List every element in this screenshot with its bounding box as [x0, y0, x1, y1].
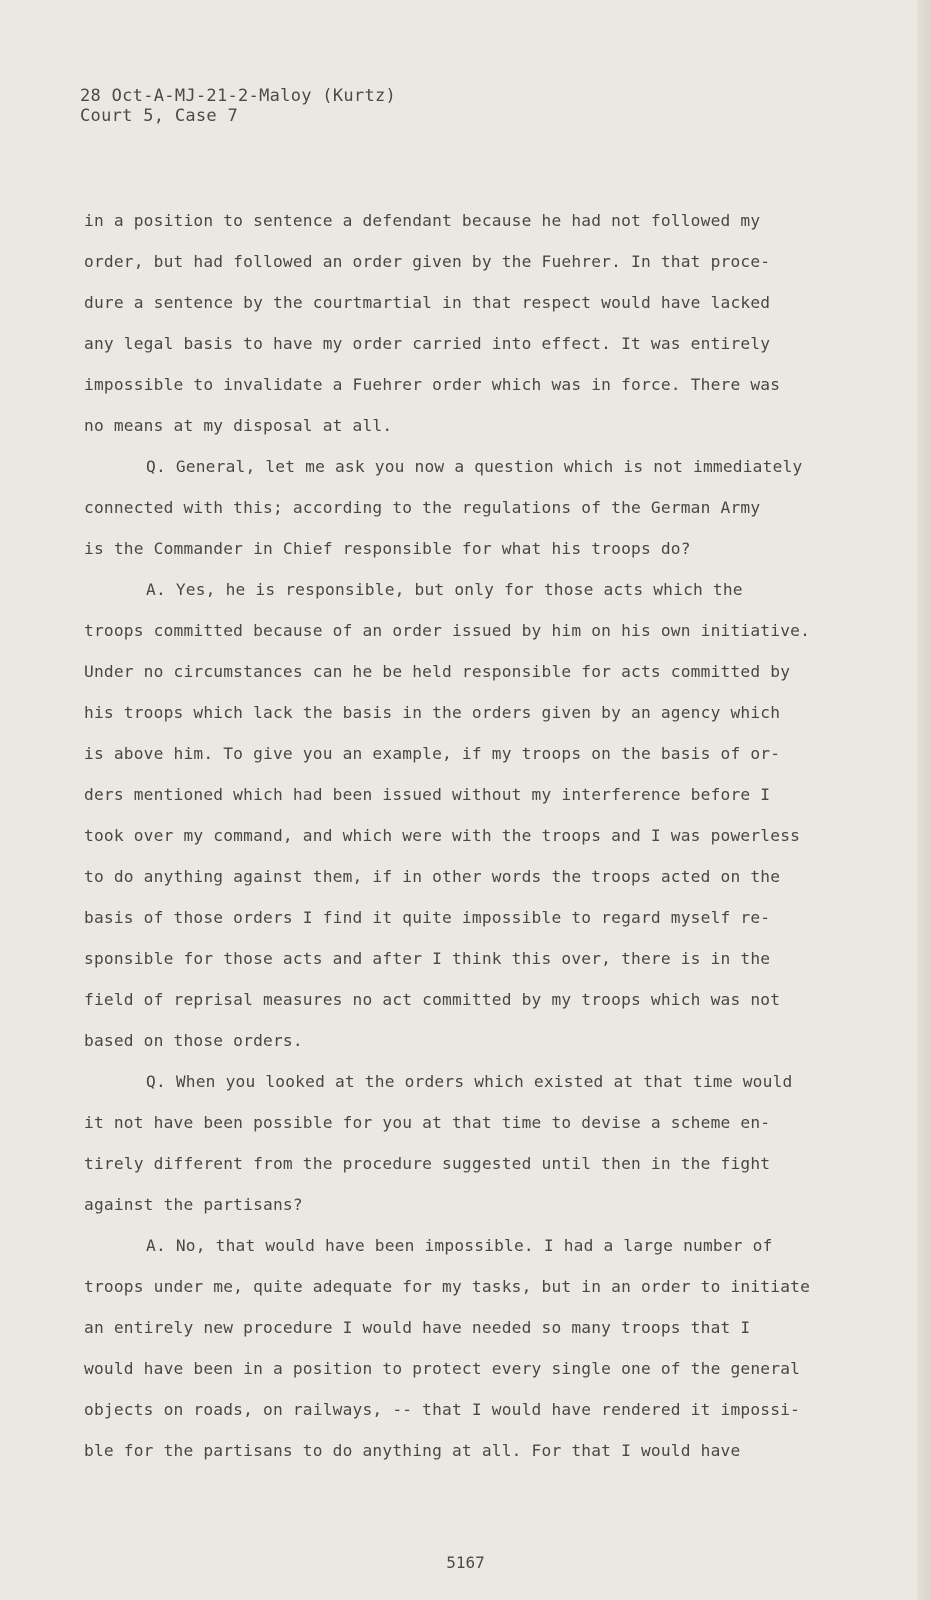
text-line: is above him. To give you an example, if my troops on the basis of or- — [84, 744, 781, 763]
header-line-court: Court 5, Case 7 — [80, 106, 239, 126]
text-line: connected with this; according to the regulations of the German Army — [84, 498, 761, 517]
text-line: dure a sentence by the courtmartial in that respect would have lacked — [84, 293, 771, 312]
question-line: Q. General, let me ask you now a question which is not immediately — [146, 457, 803, 476]
text-line: tirely different from the procedure suggested until then in the fight — [84, 1154, 771, 1173]
transcript-body — [84, 200, 854, 1471]
text-line: any legal basis to have my order carried into effect. It was entirely — [84, 334, 771, 353]
page-number: 5167 — [446, 1553, 485, 1572]
text-line: against the partisans? — [84, 1195, 303, 1214]
text-line: to do anything against them, if in other words the troops acted on the — [84, 867, 781, 886]
text-line: it not have been possible for you at that time to devise a scheme en- — [84, 1113, 771, 1132]
text-line: took over my command, and which were with the troops and I was powerless — [84, 826, 801, 845]
text-line: field of reprisal measures no act committed by my troops which was not — [84, 990, 781, 1009]
answer-line: A. No, that would have been impossible. I had a large number of — [146, 1236, 773, 1255]
text-line: ble for the partisans to do anything at all. For that I would have — [84, 1441, 741, 1460]
text-line: impossible to invalidate a Fuehrer order which was in force. There was — [84, 375, 781, 394]
text-line: objects on roads, on railways, -- that I would have rendered it impossi- — [84, 1400, 801, 1419]
answer-line: A. Yes, he is responsible, but only for those acts which the — [146, 580, 743, 599]
text-line: troops committed because of an order issued by him on his own initiative. — [84, 621, 811, 640]
text-line: troops under me, quite adequate for my tasks, but in an order to initiate — [84, 1277, 811, 1296]
text-line: in a position to sentence a defendant because he had not followed my — [84, 211, 761, 230]
question-line: Q. When you looked at the orders which existed at that time would — [146, 1072, 793, 1091]
text-line: based on those orders. — [84, 1031, 303, 1050]
text-line: order, but had followed an order given by the Fuehrer. In that proce- — [84, 252, 771, 271]
text-line: is the Commander in Chief responsible for what his troops do? — [84, 539, 691, 558]
page-edge-shadow — [917, 0, 931, 1600]
text-line: an entirely new procedure I would have needed so many troops that I — [84, 1318, 751, 1337]
text-line: Under no circumstances can he be held responsible for acts committed by — [84, 662, 791, 681]
text-line: ders mentioned which had been issued without my interference before I — [84, 785, 771, 804]
text-line: basis of those orders I find it quite impossible to regard myself re- — [84, 908, 771, 927]
text-line: no means at my disposal at all. — [84, 416, 393, 435]
text-line: would have been in a position to protect every single one of the general — [84, 1359, 801, 1378]
header-line-case-reference: 28 Oct-A-MJ-21-2-Maloy (Kurtz) — [80, 86, 397, 106]
text-line: his troops which lack the basis in the orders given by an agency which — [84, 703, 781, 722]
text-line: sponsible for those acts and after I think this over, there is in the — [84, 949, 771, 968]
document-header — [80, 86, 396, 126]
